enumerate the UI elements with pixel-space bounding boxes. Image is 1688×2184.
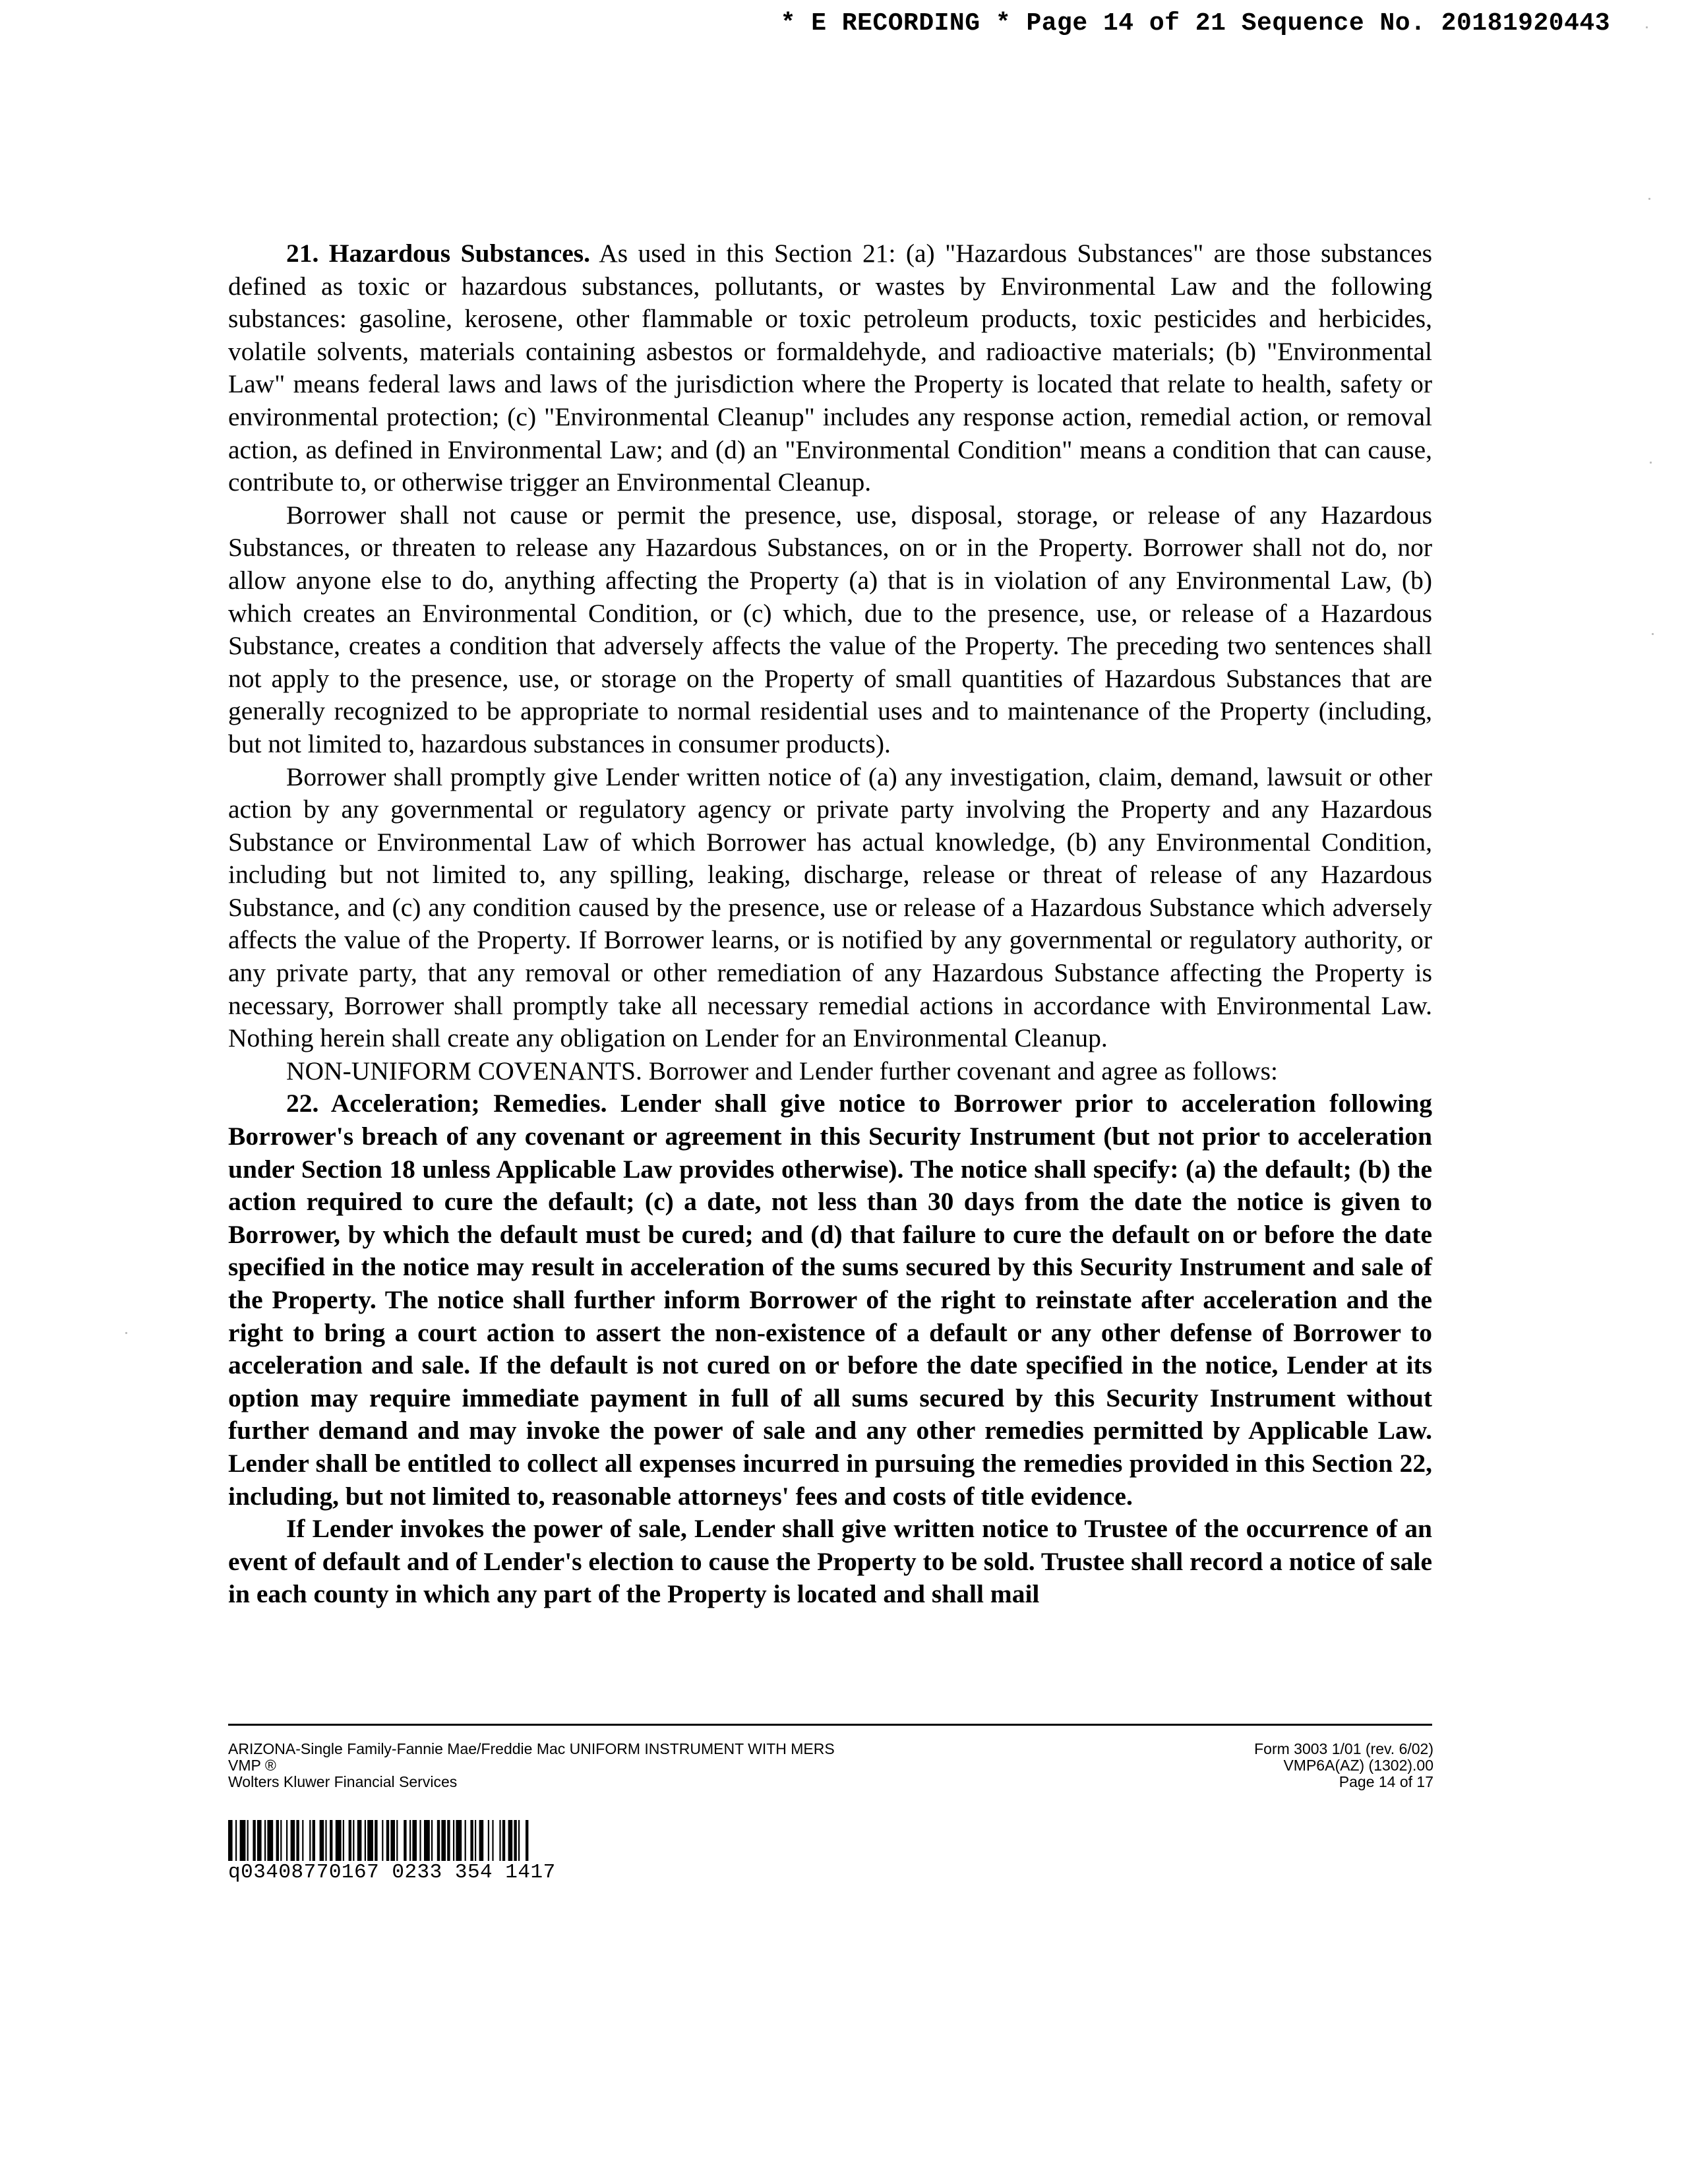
scan-speck bbox=[125, 1332, 127, 1334]
footer-vmp: VMP ® bbox=[228, 1757, 276, 1774]
footer-page-number: Page 14 of 17 bbox=[1339, 1773, 1433, 1790]
footer-divider bbox=[228, 1724, 1432, 1726]
section-22-paragraph-1: 22. Acceleration; Remedies. Lender shall give notice to Borrower prior to acceleration following Borrower's breach of any covenant or agreement in this Security Instrument (but not prior to acceleration under Section 18 unless Applicable Law provides otherwise). The notice shall specify: (a) the default; (b) the action required to cure the default; (c) a date, not less than 30 days from the date the notice is given to Borrower, by which the default must be cured; and (d) that failure to cure the default on or before the date specified in the notice may result in acceleration of the sums secured by this Security Instrument and sale of the Property. The notice shall further inform Borrower of the right to reinstate after acceleration and the right to bring a court action to assert the non-existence of a default or any other defense of Borrower to acceleration and sale. If the default is not cured on or before the date specified in the notice, Lender at its option may require immediate payment in full of all sums secured by this Security Instrument without further demand and may invoke the power of sale and any other remedies permitted by Applicable Law. Lender shall be entitled to collect all expenses incurred in pursuing the remedies provided in this Section 22, including, but not limited to, reasonable attorneys' fees and costs of title evidence. bbox=[228, 1089, 1432, 1511]
recording-header: * E RECORDING * Page 14 of 21 Sequence No. 20181920443 bbox=[780, 9, 1610, 38]
section-21-paragraph-3: Borrower shall promptly give Lender written notice of (a) any investigation, claim, demand, lawsuit or other action by any governmental or regulatory agency or private party involving the Property and any Hazardous Substance or Environmental Law of which Borrower has actual knowledge, (b) any Environmental Condition, including but not limited to, any spilling, leaking, discharge, release or threat of release of any Hazardous Substance, and (c) any condition caused by the presence, use or release of a Hazardous Substance which adversely affects the value of the Property. If Borrower learns, or is notified by any governmental or regulatory authority, or any private party, that any removal or other remediation of any Hazardous Substance affecting the Property is necessary, Borrower shall promptly take all necessary remedial actions in accordance with Environmental Law. Nothing herein shall create any obligation on Lender for an Environmental Cleanup. bbox=[228, 762, 1432, 1053]
scan-speck bbox=[1646, 26, 1648, 28]
footer-form-number: Form 3003 1/01 (rev. 6/02) bbox=[1254, 1740, 1433, 1757]
document-body bbox=[228, 237, 1432, 1611]
section-21-text: As used in this Section 21: (a) "Hazardous Substances" are those substances defined as toxic or hazardous substances, pollutants, or wastes by Environmental Law and the following substances: gasoline, kerosene, other flammable or toxic petroleum products, toxic pesticides and herbicides, volatile solvents, materials containing asbestos or formaldehyde, and radioactive materials; (b) "Environmental Law" means federal laws and laws of the jurisdiction where the Property is located that relate to health, safety or environmental protection; (c) "Environmental Cleanup" includes any response action, remedial action, or removal action, as defined in Environmental Law; and (d) an "Environmental Condition" means a condition that can cause, contribute to, or otherwise trigger an Environmental Cleanup. bbox=[228, 239, 1433, 497]
footer-instrument-title: ARIZONA-Single Family-Fannie Mae/Freddie Mac UNIFORM INSTRUMENT WITH MERS bbox=[228, 1740, 835, 1757]
footer-left bbox=[228, 1741, 835, 1790]
non-uniform-covenants: NON-UNIFORM COVENANTS. Borrower and Lender further covenant and agree as follows: bbox=[286, 1056, 1278, 1085]
footer-right bbox=[1254, 1741, 1433, 1790]
barcode bbox=[228, 1820, 696, 1861]
section-21-paragraph-1 bbox=[228, 237, 1432, 499]
scan-speck bbox=[1650, 462, 1652, 464]
section-21-paragraph-2: Borrower shall not cause or permit the presence, use, disposal, storage, or release of any Hazardous Substances, or threaten to release any Hazardous Substances, on or in the Property. Borrower shall not do, nor allow anyone else to do, anything affecting the Property (a) that is in violation of any Environmental Law, (b) which creates an Environmental Condition, or (c) which, due to the presence, use, or release of a Hazardous Substance, creates a condition that adversely affects the value of the Property. The preceding two sentences shall not apply to the presence, use, or storage on the Property of small quantities of Hazardous Substances that are generally recognized to be appropriate to normal residential uses and to maintenance of the Property (including, but not limited to, hazardous substances in consumer products). bbox=[228, 500, 1432, 758]
scan-speck bbox=[1648, 198, 1650, 200]
footer-vmp-code: VMP6A(AZ) (1302).00 bbox=[1283, 1757, 1433, 1774]
section-21-heading: 21. Hazardous Substances. bbox=[286, 239, 591, 268]
scan-speck bbox=[1652, 633, 1654, 635]
section-22-paragraph-2: If Lender invokes the power of sale, Lender shall give written notice to Trustee of the occurrence of an event of default and of Lender's election to cause the Property to be sold. Trustee shall record a notice of sale in each county in which any part of the Property is located and shall mail bbox=[228, 1514, 1432, 1609]
footer-publisher: Wolters Kluwer Financial Services bbox=[228, 1773, 458, 1790]
barcode-number: q03408770167 0233 354 1417 bbox=[228, 1861, 556, 1884]
